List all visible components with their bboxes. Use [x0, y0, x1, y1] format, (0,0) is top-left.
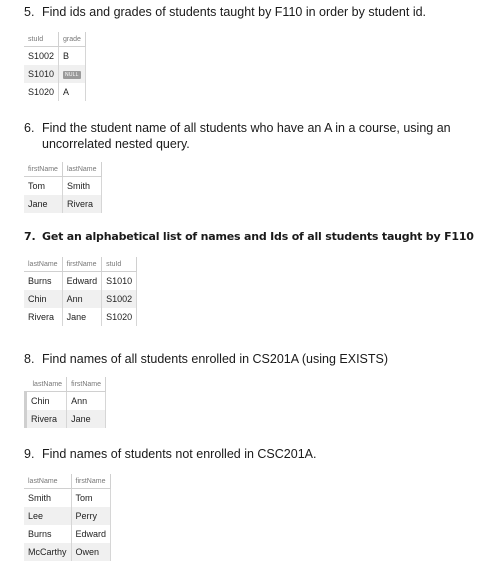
table-row — [26, 410, 106, 428]
question-6 — [24, 120, 451, 152]
header-row — [26, 377, 106, 392]
table-cell: Jane — [67, 410, 106, 428]
question-number: 7. — [24, 230, 36, 243]
result-table-q9 — [24, 474, 111, 561]
table-cell: Chin — [26, 392, 67, 411]
question-number: 6. — [24, 121, 35, 135]
column-header: firstName — [24, 162, 62, 177]
column-header: firstName — [71, 474, 111, 489]
column-header: grade — [59, 32, 86, 47]
result-table-q6 — [24, 162, 102, 213]
column-header: lastName — [62, 162, 101, 177]
question-7 — [24, 229, 474, 245]
question-text: Find names of students not enrolled in CSC201A. — [42, 447, 317, 461]
table-cell: S1020 — [24, 83, 59, 101]
question-text: Find the student name of all students who have an A in a course, using an — [42, 121, 451, 135]
table-cell: Rivera — [62, 195, 101, 213]
column-header: firstName — [67, 377, 106, 392]
table-row — [24, 83, 85, 101]
table-row — [26, 392, 106, 411]
table-row — [24, 525, 111, 543]
question-number: 9. — [24, 447, 35, 461]
table-row — [24, 543, 111, 561]
table-cell: Smith — [62, 177, 101, 196]
table-cell: Rivera — [26, 410, 67, 428]
table-cell: B — [59, 47, 86, 66]
table-cell: Ann — [62, 290, 102, 308]
table-cell: A — [59, 83, 86, 101]
question-text: Find names of all students enrolled in CS201A (using EXISTS) — [42, 352, 389, 366]
table-cell: Jane — [62, 308, 102, 326]
table-row — [24, 272, 137, 291]
table-cell: Tom — [24, 177, 62, 196]
question-5 — [24, 4, 426, 20]
column-header: lastName — [26, 377, 67, 392]
table-row — [24, 47, 85, 66]
table-row — [24, 177, 101, 196]
table-cell: Perry — [71, 507, 111, 525]
table-cell: S1002 — [102, 290, 137, 308]
question-number: 8. — [24, 352, 35, 366]
table-cell: Lee — [24, 507, 71, 525]
table-cell: Smith — [24, 489, 71, 508]
table-cell: S1010 — [102, 272, 137, 291]
column-header: stuId — [102, 257, 137, 272]
table-cell: Rivera — [24, 308, 62, 326]
table-cell: Burns — [24, 272, 62, 291]
table-cell: Tom — [71, 489, 111, 508]
table-row — [24, 290, 137, 308]
table-cell: S1002 — [24, 47, 59, 66]
question-text: Get an alphabetical list of names and Ids of all students taught by F110 — [42, 230, 474, 243]
table-cell: Owen — [71, 543, 111, 561]
header-row — [24, 162, 101, 177]
table-cell: Ann — [67, 392, 106, 411]
header-row — [24, 474, 111, 489]
column-header: firstName — [62, 257, 102, 272]
table-cell — [59, 65, 86, 83]
null-badge: NULL — [65, 71, 79, 78]
question-number: 5. — [24, 5, 35, 19]
column-header: stuId — [24, 32, 59, 47]
table-row — [24, 308, 137, 326]
table-cell: Edward — [71, 525, 111, 543]
question-text-continued: uncorrelated nested query. — [42, 137, 190, 151]
table-cell: Edward — [62, 272, 102, 291]
result-table-q5 — [24, 32, 86, 101]
result-table-q7 — [24, 257, 137, 326]
question-8 — [24, 351, 388, 367]
table-cell: Chin — [24, 290, 62, 308]
column-header: lastName — [24, 257, 62, 272]
table-cell: S1020 — [102, 308, 137, 326]
result-table-q8 — [24, 377, 106, 428]
table-row — [24, 65, 85, 83]
column-header: lastName — [24, 474, 71, 489]
table-row — [24, 195, 101, 213]
table-cell: Jane — [24, 195, 62, 213]
table-cell: McCarthy — [24, 543, 71, 561]
header-row — [24, 32, 85, 47]
question-9 — [24, 446, 316, 462]
header-row — [24, 257, 137, 272]
table-row — [24, 489, 111, 508]
question-text: Find ids and grades of students taught by F110 in order by student id. — [42, 5, 427, 19]
table-row — [24, 507, 111, 525]
table-cell: S1010 — [24, 65, 59, 83]
table-cell: Burns — [24, 525, 71, 543]
